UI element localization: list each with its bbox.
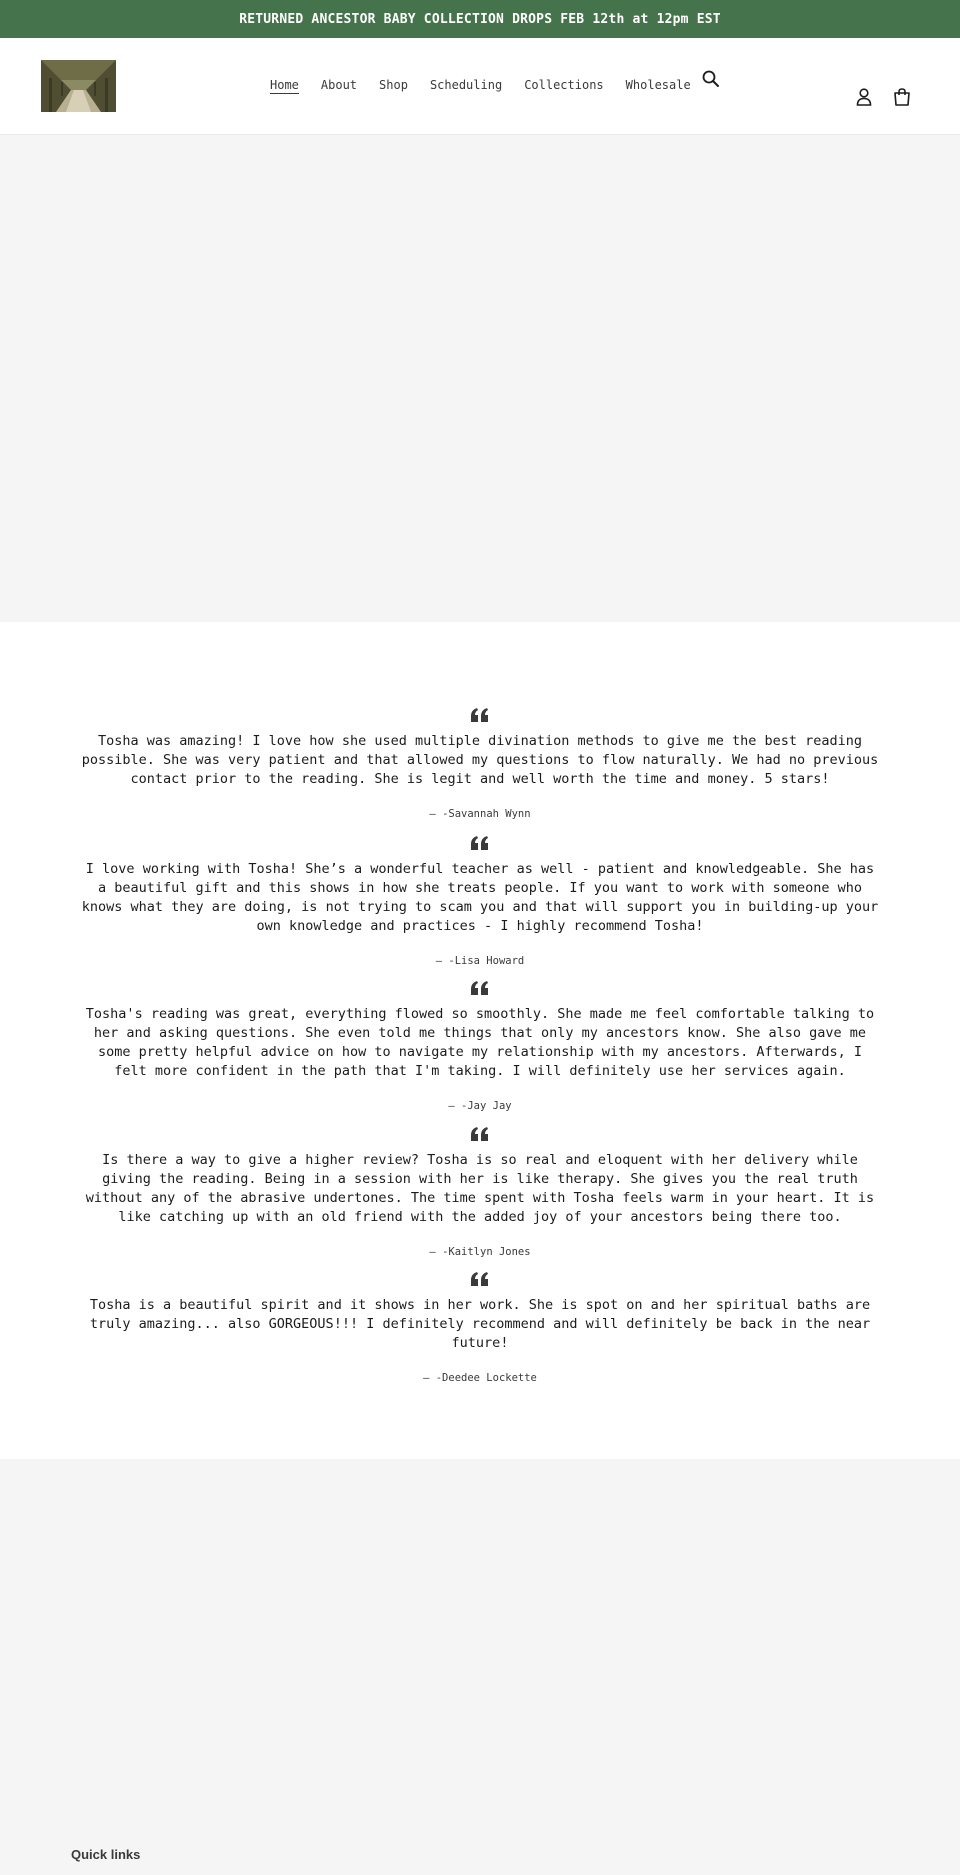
main-nav bbox=[270, 78, 713, 94]
account-icon[interactable] bbox=[853, 86, 875, 108]
nav-shop[interactable]: Shop bbox=[379, 78, 408, 92]
quote-icon bbox=[471, 1272, 489, 1286]
testimonial-text: Tosha was amazing! I love how she used multiple divination methods to give me the best reading possible. She was very patient and that allowed my questions to flow naturally. We had no previous contact prior to the reading. She is legit and well worth the time and money. 5 stars! bbox=[81, 733, 879, 787]
cart-icon[interactable] bbox=[891, 86, 913, 108]
store-logo[interactable] bbox=[41, 60, 116, 112]
testimonial bbox=[80, 836, 880, 967]
testimonial bbox=[80, 1127, 880, 1258]
testimonial-author: — -Savannah Wynn bbox=[429, 808, 531, 820]
testimonial bbox=[80, 708, 880, 820]
nav-collections[interactable]: Collections bbox=[524, 78, 604, 92]
nav-home[interactable]: Home bbox=[270, 78, 299, 92]
hero-banner bbox=[0, 135, 960, 622]
quote-icon bbox=[471, 708, 489, 722]
content-placeholder bbox=[0, 1459, 960, 1875]
announcement-bar bbox=[0, 0, 960, 38]
nav-wholesale[interactable]: Wholesale bbox=[625, 78, 691, 92]
nav-about[interactable]: About bbox=[320, 78, 358, 92]
testimonials-section bbox=[0, 622, 960, 1459]
testimonial-text: Tosha is a beautiful spirit and it shows in her work. She is spot on and her spiritual baths are truly amazing... also GORGEOUS!!! I definitely recommend and will definitely be back in the near future! bbox=[89, 1297, 871, 1351]
testimonial-author: — -Jay Jay bbox=[448, 1100, 512, 1112]
quote-icon bbox=[471, 836, 489, 850]
announcement-text: RETURNED ANCESTOR BABY COLLECTION DROPS FEB 12th at 12pm EST bbox=[239, 11, 721, 27]
quote-icon bbox=[471, 1127, 489, 1141]
testimonial bbox=[80, 1272, 880, 1384]
nav-scheduling[interactable]: Scheduling bbox=[429, 78, 503, 92]
testimonial-text: Is there a way to give a higher review? Tosha is so real and eloquent with her delivery while giving the reading. Being in a session with her is like therapy. She gives you the real truth without any of the abrasive undertones. The time spent with Tosha feels warm in your heart. It is like catching up with an old friend with the added joy of your ancestors being there too. bbox=[85, 1152, 875, 1225]
footer-quick-links-heading: Quick links bbox=[71, 1847, 141, 1862]
testimonial-text: I love working with Tosha! She’s a wonderful teacher as well - patient and knowledgeable. She has a beautiful gift and this shows in how she treats people. If you want to work with someone who knows what they are doing, is not trying to scam you and that will support you in building-up your own knowledge and practices - I highly recommend Tosha! bbox=[81, 861, 879, 934]
testimonial-author: — -Lisa Howard bbox=[435, 955, 525, 967]
testimonial-text: Tosha's reading was great, everything flowed so smoothly. She made me feel comfortable talking to her and asking questions. She even told me things that only my ancestors know. She also gave me some pretty helpful advice on how to navigate my relationship with my ancestors. Afterwards, I felt more confident in the path that I'm taking. I will definitely use her services again. bbox=[85, 1006, 875, 1079]
quote-icon bbox=[471, 981, 489, 995]
testimonial-author: — -Deedee Lockette bbox=[423, 1372, 537, 1384]
testimonial-author: — -Kaitlyn Jones bbox=[429, 1246, 531, 1258]
search-icon[interactable] bbox=[701, 69, 721, 89]
testimonial bbox=[80, 981, 880, 1112]
site-header bbox=[0, 38, 960, 135]
